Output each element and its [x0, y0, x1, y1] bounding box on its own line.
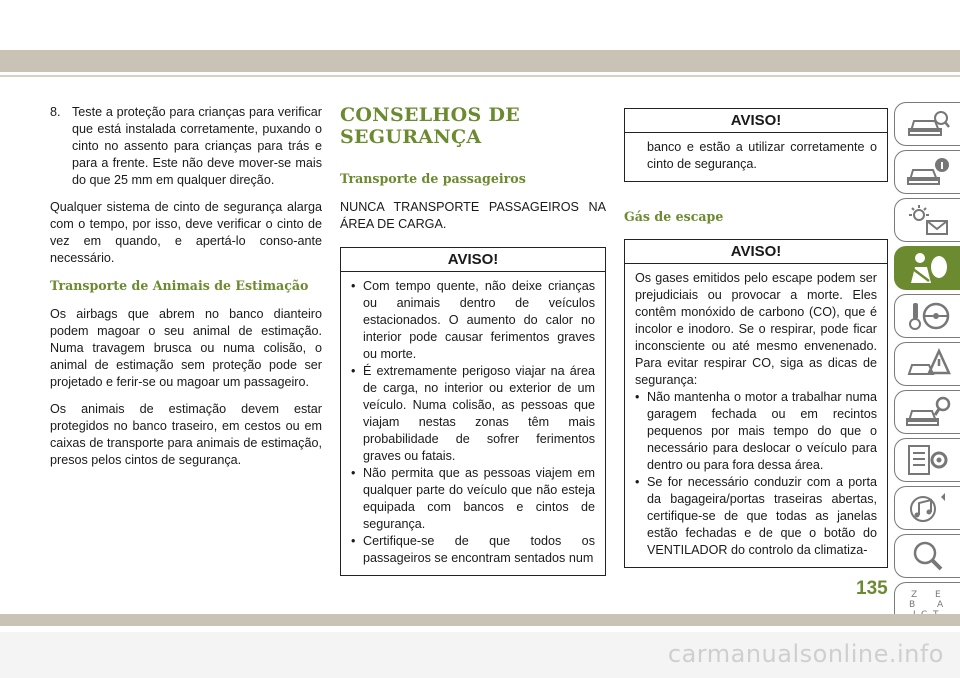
numbered-item-8	[50, 104, 322, 189]
tab-getting-to-know[interactable]	[894, 102, 960, 146]
car-search-icon	[905, 107, 951, 141]
watermark: carmanualsonline.info	[667, 640, 944, 668]
warning-box-continued	[624, 108, 888, 182]
warning-list	[351, 278, 595, 567]
chapter-tabs	[894, 102, 960, 630]
warning-title: AVISO!	[625, 109, 887, 133]
warning-box-exhaust	[624, 239, 888, 568]
car-service-wrench-icon	[905, 395, 951, 429]
tab-instrument-panel[interactable]	[894, 150, 960, 194]
svg-text:A: A	[936, 600, 943, 610]
multimedia-music-icon	[905, 491, 951, 525]
tab-multimedia[interactable]	[894, 486, 960, 530]
warning-text: banco e estão a utilizar corretamente o cinto de segurança.	[647, 140, 877, 171]
tab-servicing[interactable]	[894, 390, 960, 434]
paragraph-cargo-area: NUNCA TRANSPORTE PASSAGEIROS NA ÁREA DE CARGA.	[340, 200, 606, 231]
item-text: Teste a proteção para crianças para verificar que está instalada corretamente, puxando o cinto no assento para crianças para trás e para a frente. Este não deve mover-se mais do que 25 mm em qualquer direção.	[72, 105, 322, 187]
column-right	[624, 108, 888, 568]
warning-title: AVISO!	[341, 248, 605, 272]
page-number: 135	[856, 578, 888, 599]
item-number: 8.	[50, 105, 61, 119]
svg-text:Z: Z	[910, 590, 917, 600]
tab-starting-operating[interactable]	[894, 294, 960, 338]
bottom-decorative-band	[0, 614, 960, 626]
tab-index-search[interactable]	[894, 534, 960, 578]
warning-intro: Os gases emitidos pelo escape podem ser prejudiciais ou provocar a morte. Eles contêm monóxido de carbono (CO), que é incolor e inodoro. Se o respirar, pode ficar inconsciente ou até mesmo envenenado. Para evitar respirar CO, siga as dicas de segurança:	[635, 271, 877, 387]
warning-box-passengers	[340, 247, 606, 576]
warning-item: • Com tempo quente, não deixe crianças ou animais dentro de veículos estacionados. O aumento do calor no interior pode causar ferimentos graves ou morte.	[351, 278, 595, 363]
subhead-passengers: Transporte de passageiros	[340, 171, 526, 186]
column-middle	[340, 104, 606, 576]
car-info-icon	[905, 155, 951, 189]
warning-item: • Não permita que as pessoas viajem em qualquer parte do veículo que não esteja equipada com bancos e cintos de segurança.	[351, 465, 595, 533]
safety-airbag-person-icon	[905, 251, 951, 285]
tab-safety[interactable]	[894, 246, 960, 290]
warning-list	[635, 389, 877, 559]
emergency-hazard-icon	[905, 347, 951, 381]
paragraph-pets-rear-seat: Os animais de estimação devem estar protegidos no banco traseiro, em cestos ou em caixas de transporte para animais de estimação, presos pelos cintos de segurança.	[50, 402, 322, 467]
specifications-list-gear-icon	[905, 443, 951, 477]
tab-specifications[interactable]	[894, 438, 960, 482]
warning-item: • É extremamente perigoso viajar na área de carga, no interior ou exterior de um veículo. Numa colisão, as pessoas que viajam nestas zonas têm mais probabilidade de sofrer ferimentos graves ou fatais.	[351, 363, 595, 465]
top-decorative-band	[0, 50, 960, 72]
tab-emergency[interactable]	[894, 342, 960, 386]
warning-item: • Se for necessário conduzir com a porta da bagageira/portas traseiras abertas, certifique-se de que todas as janelas estão fechadas e de que o botão do VENTILADOR do controlo da climatiza-	[635, 474, 877, 559]
warning-item: • Certifique-se de que todos os passageiros se encontram sentados num	[351, 533, 595, 567]
subhead-pets: Transporte de Animais de Estimação	[50, 278, 309, 293]
warning-lights-message-icon	[905, 203, 951, 237]
paragraph-belt-check: Qualquer sistema de cinto de segurança alarga com o tempo, por isso, deve verificar o cinto de vez em quando, e apertá-lo conso-ante necessário.	[50, 200, 322, 265]
magnifier-index-icon	[905, 539, 951, 573]
top-decorative-line	[0, 75, 960, 77]
column-left	[50, 104, 322, 479]
subhead-exhaust: Gás de escape	[624, 209, 724, 224]
paragraph-pets-airbags: Os airbags que abrem no banco dianteiro podem magoar o seu animal de estimação. Numa travagem brusca ou numa colisão, o animal de estimação sem proteção pode ser projetado e ferir-se ou magoar um passageiro.	[50, 307, 322, 389]
svg-text:E: E	[934, 590, 941, 600]
warning-title: AVISO!	[625, 240, 887, 264]
start-steering-wheel-icon	[905, 299, 951, 333]
svg-text:B: B	[908, 600, 915, 610]
section-title: CONSELHOS DE SEGURANÇA	[340, 104, 520, 148]
tab-warning-lights[interactable]	[894, 198, 960, 242]
warning-item: • Não mantenha o motor a trabalhar numa garagem fechada ou em recintos pequenos por mais tempo do que o necessário para deslocar o veículo para dentro ou para fora dessa área.	[635, 389, 877, 474]
